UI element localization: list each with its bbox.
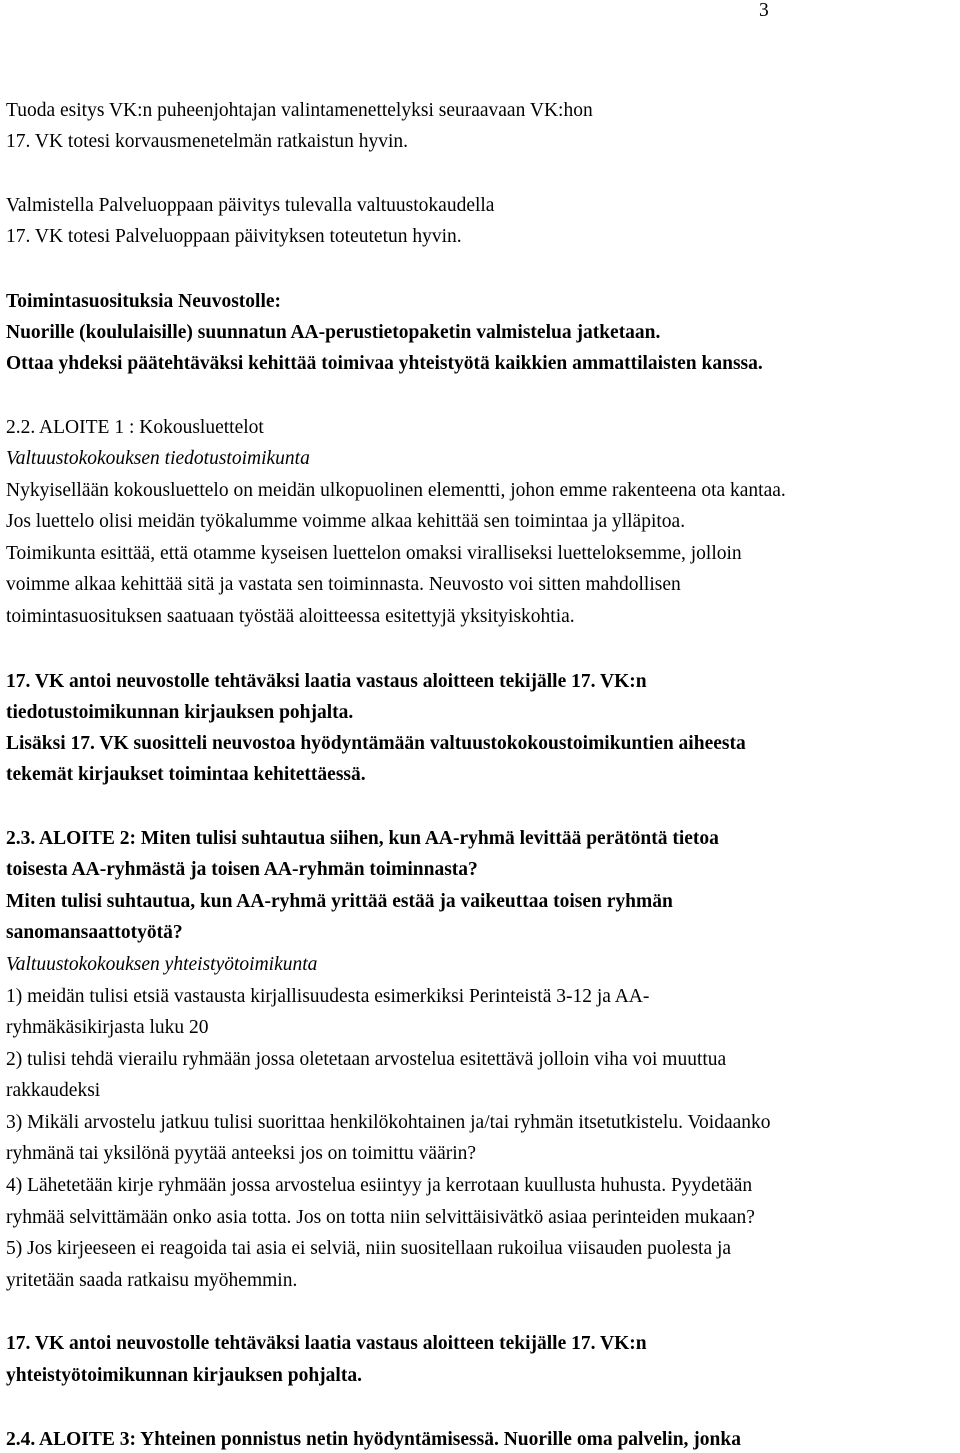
- list-item: ryhmäkäsikirjasta luku 20: [6, 1017, 209, 1038]
- list-item: 2) tulisi tehdä vierailu ryhmään jossa oletetaan arvostelua esitettävä jolloin viha voi muuttua: [6, 1049, 727, 1070]
- text-line-bold: Ottaa yhdeksi päätehtäväksi kehittää toimivaa yhteistyötä kaikkien ammattilaisten kanssa.: [6, 353, 763, 374]
- decision-line: tekemät kirjaukset toimintaa kehitettäessä.: [6, 764, 366, 785]
- list-item: yritetään saada ratkaisu myöhemmin.: [6, 1270, 298, 1291]
- decision-line: 17. VK antoi neuvostolle tehtäväksi laatia vastaus aloitteen tekijälle 17. VK:n: [6, 671, 647, 692]
- text-line: 17. VK totesi korvausmenetelmän ratkaistun hyvin.: [6, 131, 409, 152]
- list-item: 4) Lähetetään kirje ryhmään jossa arvostelua esiintyy ja kerrotaan kuullusta huhusta. Pyydetään: [6, 1175, 753, 1196]
- text-line: Tuoda esitys VK:n puheenjohtajan valintamenettelyksi seuraavaan VK:hon: [6, 100, 593, 121]
- list-item: ryhmänä tai yksilönä pyytää anteeksi jos on toimittu väärin?: [6, 1143, 477, 1164]
- list-item: rakkaudeksi: [6, 1080, 101, 1101]
- text-line: Jos luettelo olisi meidän työkalumme voimme alkaa kehittää sen toimintaa ja ylläpitoa.: [6, 511, 686, 532]
- committee-name: Valtuustokokouksen tiedotustoimikunta: [6, 448, 310, 469]
- decision-line: Lisäksi 17. VK suositteli neuvostoa hyödyntämään valtuustokokoustoimikuntien aiheesta: [6, 733, 746, 754]
- initiative-heading: Miten tulisi suhtautua, kun AA-ryhmä yrittää estää ja vaikeuttaa toisen ryhmän: [6, 891, 673, 912]
- list-item: 3) Mikäli arvostelu jatkuu tulisi suorittaa henkilökohtainen ja/tai ryhmän itsetutkistelu. Voidaanko: [6, 1112, 771, 1133]
- committee-name: Valtuustokokouksen yhteistyötoimikunta: [6, 954, 318, 975]
- text-line: toimintasuosituksen saatuaan työstää aloitteessa esitettyjä yksityiskohtia.: [6, 606, 575, 627]
- initiative-heading: 2.4. ALOITE 3: Yhteinen ponnistus netin hyödyntämisessä. Nuorille oma palvelin, jonka: [6, 1429, 741, 1450]
- page-number: 3: [759, 0, 769, 21]
- list-item: 1) meidän tulisi etsiä vastausta kirjallisuudesta esimerkiksi Perinteistä 3-12 ja AA-: [6, 986, 650, 1007]
- section-heading: Toimintasuosituksia Neuvostolle:: [6, 291, 282, 312]
- decision-line: 17. VK antoi neuvostolle tehtäväksi laatia vastaus aloitteen tekijälle 17. VK:n: [6, 1333, 647, 1354]
- text-line-bold: Nuorille (koululaisille) suunnatun AA-perustietopaketin valmistelua jatketaan.: [6, 322, 661, 343]
- text-line: Nykyisellään kokousluettelo on meidän ulkopuolinen elementti, johon emme rakenteena ota kantaa.: [6, 480, 786, 501]
- initiative-heading: 2.2. ALOITE 1 : Kokousluettelot: [6, 417, 264, 438]
- decision-line: yhteistyötoimikunnan kirjauksen pohjalta.: [6, 1365, 362, 1386]
- initiative-heading: sanomansaattotyötä?: [6, 922, 183, 943]
- list-item: ryhmää selvittämään onko asia totta. Jos on totta niin selvittäisivätkö asiaa perinteiden mukaan?: [6, 1207, 755, 1228]
- initiative-heading: toisesta AA-ryhmästä ja toisen AA-ryhmän toiminnasta?: [6, 859, 478, 880]
- text-line: voimme alkaa kehittää sitä ja vastata sen toiminnasta. Neuvosto voi sitten mahdollisen: [6, 574, 681, 595]
- text-line: 17. VK totesi Palveluoppaan päivityksen toteutetun hyvin.: [6, 226, 462, 247]
- initiative-heading: 2.3. ALOITE 2: Miten tulisi suhtautua siihen, kun AA-ryhmä levittää perätöntä tietoa: [6, 828, 719, 849]
- text-line: Toimikunta esittää, että otamme kyseisen luettelon omaksi viralliseksi luetteloksemme, jolloin: [6, 543, 742, 564]
- list-item: 5) Jos kirjeeseen ei reagoida tai asia ei selviä, niin suositellaan rukoilua viisauden puolesta ja: [6, 1238, 732, 1259]
- text-line: Valmistella Palveluoppaan päivitys tulevalla valtuustokaudella: [6, 195, 495, 216]
- decision-line: tiedotustoimikunnan kirjauksen pohjalta.: [6, 702, 354, 723]
